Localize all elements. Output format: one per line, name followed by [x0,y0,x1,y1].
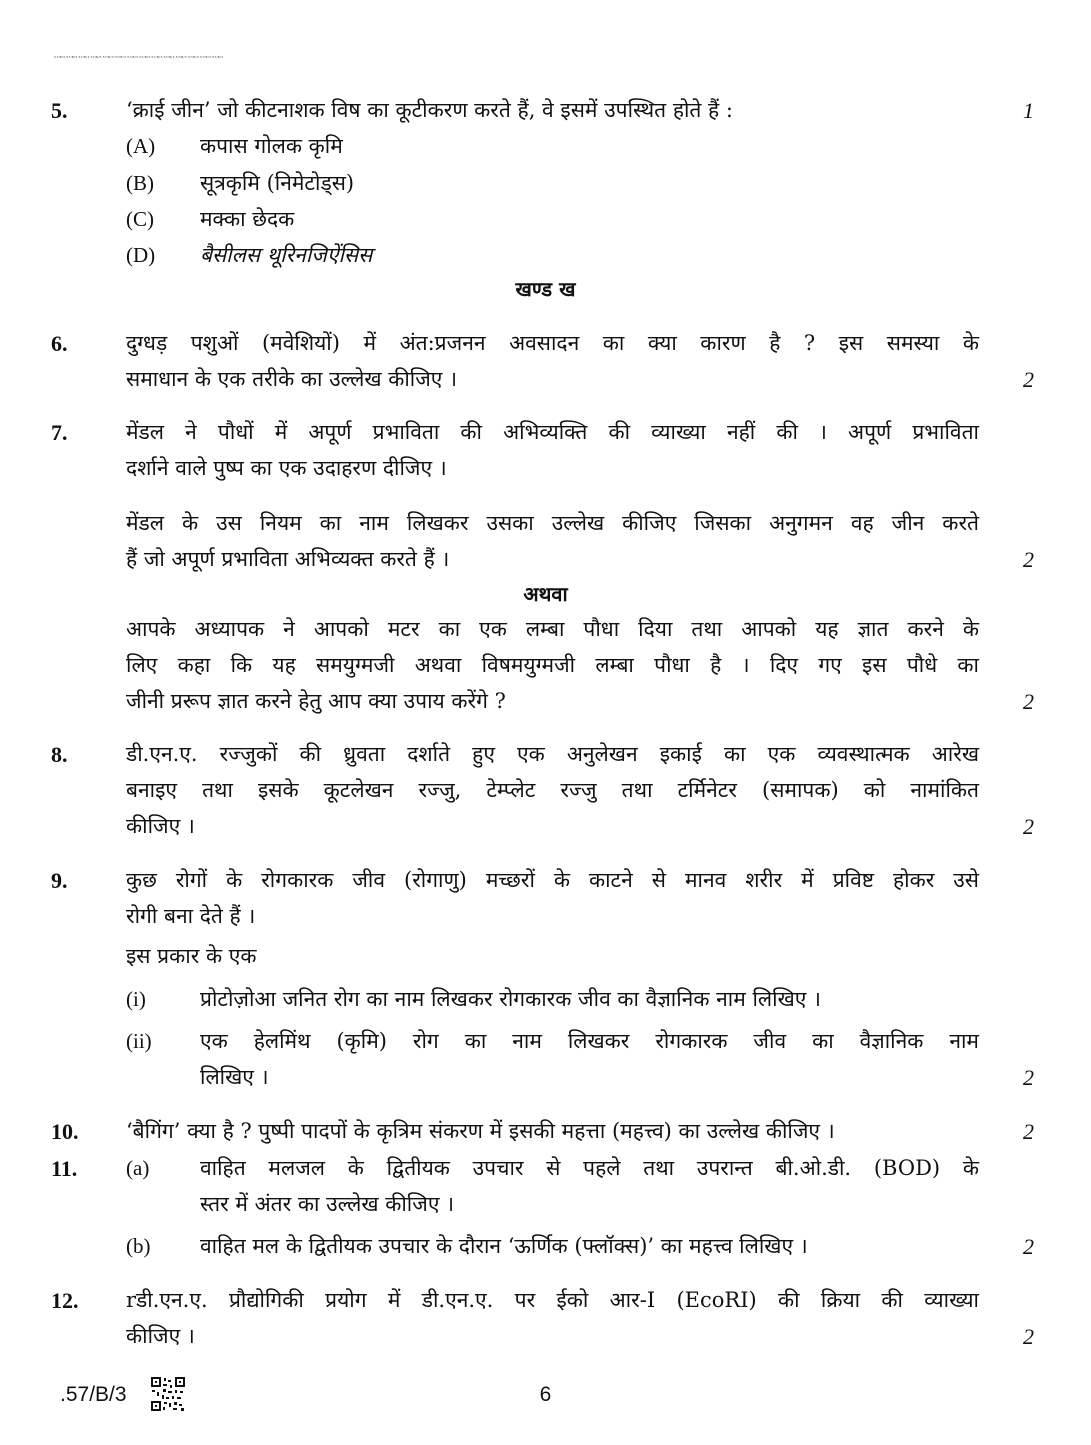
q5-option-d-label: (D) [126,243,156,267]
header-code-strip: ·57/B/3·57/B/3·57/B/3·57/B/3·57/B/3·57/B/3·57/B/3·57/B/3·57/B/3·57/B/3·57/B/3·57/B/3·57/B/3·57/B/3 [53,55,224,59]
question-9-number: 9. [51,868,68,893]
question-8-line-2: बनाइए तथा इसके कूटलेखन रज्जु, टेम्प्लेट रज्जु तथा टर्मिनेटर (समापक) को नामांकित [126,778,979,802]
question-8-marks: 2 [1023,814,1034,839]
question-11-marks: 2 [1023,1234,1034,1259]
question-10-marks: 2 [1023,1119,1034,1144]
question-10-number: 10. [51,1119,79,1144]
q11-part-a-line-1: वाहित मलजल के द्वितीयक उपचार से पहले तथा उपरान्त बी.ओ.डी. (BOD) के [200,1156,979,1180]
question-7-line-2: दर्शाने वाले पुष्प का एक उदाहरण दीजिए । [126,456,447,480]
question-8-number: 8. [51,742,68,767]
question-10-text: ‘बैगिंग’ क्या है ? पुष्पी पादपों के कृत्रिम संकरण में इसकी महत्ता (महत्त्व) का उल्लेख कीजिए । [126,1119,835,1143]
q5-option-c-label: (C) [126,207,154,231]
q5-option-d-text: बैसीलस थूरिनजिऐंसिस [200,243,373,267]
question-12-line-1: rडी.एन.ए. प्रौद्योगिकी प्रयोग में डी.एन.ए. पर ईको आर-I (EcoRI) की क्रिया की व्याख्या [126,1288,979,1312]
question-7-marks: 2 [1023,547,1034,572]
or-heading: अथवा [523,582,568,606]
question-7-alt-marks: 2 [1023,689,1034,714]
question-7-alt-line-1: आपके अध्यापक ने आपको मटर का एक लम्बा पौधा दिया तथा आपको यह ज्ञात करने के [126,617,979,641]
question-6-line-1: दुग्धड़ पशुओं (मवेशियों) में अंत:प्रजनन अवसादन का क्या कारण है ? इस समस्या के [126,331,979,355]
paper-code: .57/B/3 [60,1383,127,1406]
question-9-line-1: कुछ रोगों के रोगकारक जीव (रोगाणु) मच्छरों के काटने से मानव शरीर में प्रविष्ट होकर उसे [126,868,979,892]
question-8-line-3: कीजिए । [126,814,195,838]
question-7-line-4: हैं जो अपूर्ण प्रभाविता अभिव्यक्त करते हैं । [126,547,450,571]
q11-part-b-label: (b) [126,1234,151,1258]
question-6-marks: 2 [1023,367,1034,392]
question-7-line-1: मेंडल ने पौधों में अपूर्ण प्रभाविता की अभिव्यक्ति की व्याख्या नहीं की । अपूर्ण प्रभाविता [126,420,979,444]
question-8-line-1: डी.एन.ए. रज्जुकों की ध्रुवता दर्शाते हुए एक अनुलेखन इकाई का एक व्यवस्थात्मक आरेख [126,742,979,766]
q11-part-a-line-2: स्तर में अंतर का उल्लेख कीजिए । [200,1192,455,1216]
question-9-marks: 2 [1023,1065,1034,1090]
question-7-alt-line-2: लिए कहा कि यह समयुग्मजी अथवा विषमयुग्मजी लम्बा पौधा है । दिए गए इस पौधे का [126,653,979,677]
q11-part-a-label: (a) [126,1156,150,1180]
question-12-number: 12. [51,1288,79,1313]
q9-sub-ii-line-1: एक हेलमिंथ (कृमि) रोग का नाम लिखकर रोगकारक जीव का वैज्ञानिक नाम [200,1029,979,1053]
q5-option-a-label: (A) [126,134,156,158]
question-7-number: 7. [51,420,68,445]
page-number: 6 [539,1383,552,1406]
question-5-text: ‘क्राई जीन’ जो कीटनाशक विष का कूटीकरण करते हैं, वे इसमें उपस्थित होते हैं : [126,98,733,122]
question-12-line-2: कीजिए । [126,1324,195,1348]
q9-sub-i-label: (i) [126,987,146,1011]
question-7-alt-line-3: जीनी प्ररूप ज्ञात करने हेतु आप क्या उपाय करेंगे ? [126,689,506,713]
q11-part-b-text: वाहित मल के द्वितीयक उपचार के दौरान ‘ऊर्णिक (फ्लॉक्स)’ का महत्त्व लिखिए । [200,1234,808,1258]
question-9-line-3: इस प्रकार के एक [126,944,257,968]
question-6-number: 6. [51,331,68,356]
section-b-heading: खण्ड ख [515,277,576,301]
q9-sub-ii-label: (ii) [126,1029,152,1053]
q5-option-b-text: सूत्रकृमि (निमेटोड्स) [200,171,355,195]
q9-sub-i-text: प्रोटोज़ोआ जनित रोग का नाम लिखकर रोगकारक जीव का वैज्ञानिक नाम लिखिए । [200,987,821,1011]
q5-option-a-text: कपास गोलक कृमि [200,134,343,158]
question-11-number: 11. [51,1156,78,1181]
q5-option-c-text: मक्का छेदक [200,207,295,231]
question-5-marks: 1 [1023,98,1034,123]
question-6-line-2: समाधान के एक तरीके का उल्लेख कीजिए । [126,367,458,391]
q9-sub-ii-line-2: लिखिए । [200,1065,269,1089]
q5-option-b-label: (B) [126,171,154,195]
question-12-marks: 2 [1023,1324,1034,1349]
question-9-line-2: रोगी बना देते हैं । [126,904,256,928]
question-7-line-3: मेंडल के उस नियम का नाम लिखकर उसका उल्लेख कीजिए जिसका अनुगमन वह जीन करते [126,511,979,535]
question-5-number: 5. [51,98,68,123]
